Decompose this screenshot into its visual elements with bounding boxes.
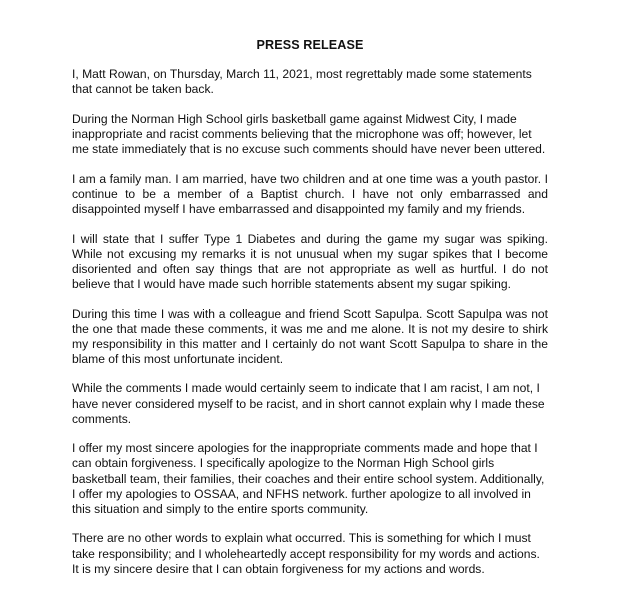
document-title: PRESS RELEASE <box>256 38 364 52</box>
paragraph-family-background: I am a family man. I am married, have two children and at one time was a youth pastor. I continue to be a member of a Baptist church. I have not only embarrassed and disappointed myself I have embarrassed and disappointed my family and my friends. <box>72 171 548 216</box>
paragraph-apology: I offer my most sincere apologies for the inappropriate comments made and hope that I can obtain forgiveness. I specifically apologize to the Norman High School girls basketball team, their families, their coaches and their entire school system. Additionally, I offer my apologies to OSSAA, and NFHS network. further apologize to all involved in this situation and simply to the entire sports community. <box>72 441 545 516</box>
paragraph-racism-denial: While the comments I made would certainly seem to indicate that I am racist, I am not, I have never considered myself to be racist, and in short cannot explain why I made these comments. <box>72 381 545 426</box>
press-release-page <box>72 38 548 591</box>
paragraph-opening-statement: I, Matt Rowan, on Thursday, March 11, 2021, most regrettably made some statements that cannot be taken back. <box>72 67 532 97</box>
paragraph-closing-responsibility: There are no other words to explain what occurred. This is something for which I must take responsibility; and I wholeheartedly accept responsibility for my words and actions. It is my sincere desire that I can obtain forgiveness for my actions and words. <box>72 531 540 576</box>
paragraph-diabetes-explanation: I will state that I suffer Type 1 Diabetes and during the game my sugar was spiking. While not excusing my remarks it is not unusual when my sugar spikes that I become disoriented and often say things that are not appropriate as well as hurtful. I do not believe that I would have made such horrible statements absent my sugar spiking. <box>72 231 548 291</box>
paragraph-colleague-statement: During this time I was with a colleague and friend Scott Sapulpa. Scott Sapulpa was not the one that made these comments, it was me and me alone. It is not my desire to shirk my responsibility in this matter and I certainly do not want Scott Sapulpa to share in the blame of this most unfortunate incident. <box>72 306 548 366</box>
paragraph-incident-description: During the Norman High School girls basketball game against Midwest City, I made inappropriate and racist comments believing that the microphone was off; however, let me state immediately that is no excuse such comments should have never been uttered. <box>72 111 546 156</box>
